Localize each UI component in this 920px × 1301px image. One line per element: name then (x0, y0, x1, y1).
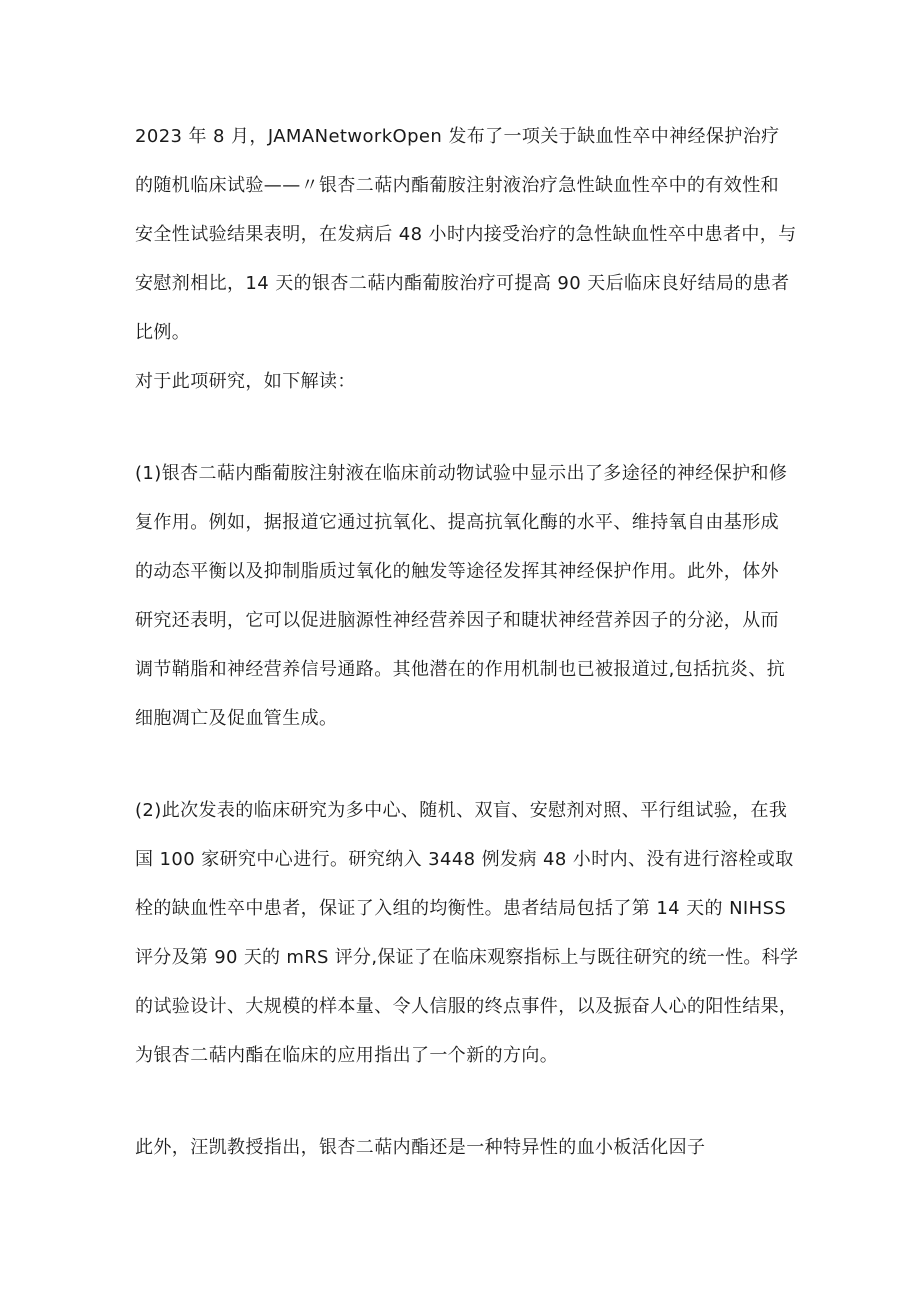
text-line: 对于此项研究，如下解读： (135, 371, 356, 392)
text-line: 的随机临床试验——〃银杏二萜内酯葡胺注射液治疗急性缺血性卒中的有效性和 (135, 175, 779, 196)
text-line: 细胞凋亡及促血管生成。 (135, 708, 338, 729)
text-line: 栓的缺血性卒中患者，保证了入组的均衡性。患者结局包括了第 14 天的 NIHSS (135, 898, 787, 919)
text-line: 评分及第 90 天的 mRS 评分,保证了在临床观察指标上与既往研究的统一性。科学 (135, 947, 799, 968)
text-line: 为银杏二萜内酯在临床的应用指出了一个新的方向。 (135, 1045, 559, 1066)
text-line: 比例。 (135, 322, 191, 343)
text-line: 调节鞘脂和神经营养信号通路。其他潜在的作用机制也已被报道过,包括抗炎、抗 (135, 659, 786, 680)
text-line: (2)此次发表的临床研究为多中心、随机、双盲、安慰剂对照、平行组试验，在我 (135, 800, 788, 821)
text-line: 研究还表明，它可以促进脑源性神经营养因子和睫状神经营养因子的分泌，从而 (135, 610, 779, 631)
text-line: 的动态平衡以及抑制脂质过氧化的触发等途径发挥其神经保护作用。此外，体外 (135, 561, 779, 582)
text-line: 2023 年 8 月，JAMANetworkOpen 发布了一项关于缺血性卒中神经保护治疗 (135, 126, 780, 147)
text-line: 此外，汪凯教授指出，银杏二萜内酯还是一种特异性的血小板活化因子 (135, 1137, 706, 1158)
text-line: 国 100 家研究中心进行。研究纳入 3448 例发病 48 小时内、没有进行溶栓或取 (135, 849, 794, 870)
text-line: 的试验设计、大规模的样本量、令人信服的终点事件，以及振奋人心的阳性结果， (135, 996, 798, 1017)
text-line: 安慰剂相比，14 天的银杏二萜内酯葡胺治疗可提高 90 天后临床良好结局的患者 (135, 273, 790, 294)
text-line: (1)银杏二萜内酯葡胺注射液在临床前动物试验中显示出了多途径的神经保护和修 (135, 463, 788, 484)
text-line: 安全性试验结果表明，在发病后 48 小时内接受治疗的急性缺血性卒中患者中，与 (135, 224, 797, 245)
text-line: 复作用。例如，据报道它通过抗氧化、提高抗氧化酶的水平、维持氧自由基形成 (135, 512, 779, 533)
